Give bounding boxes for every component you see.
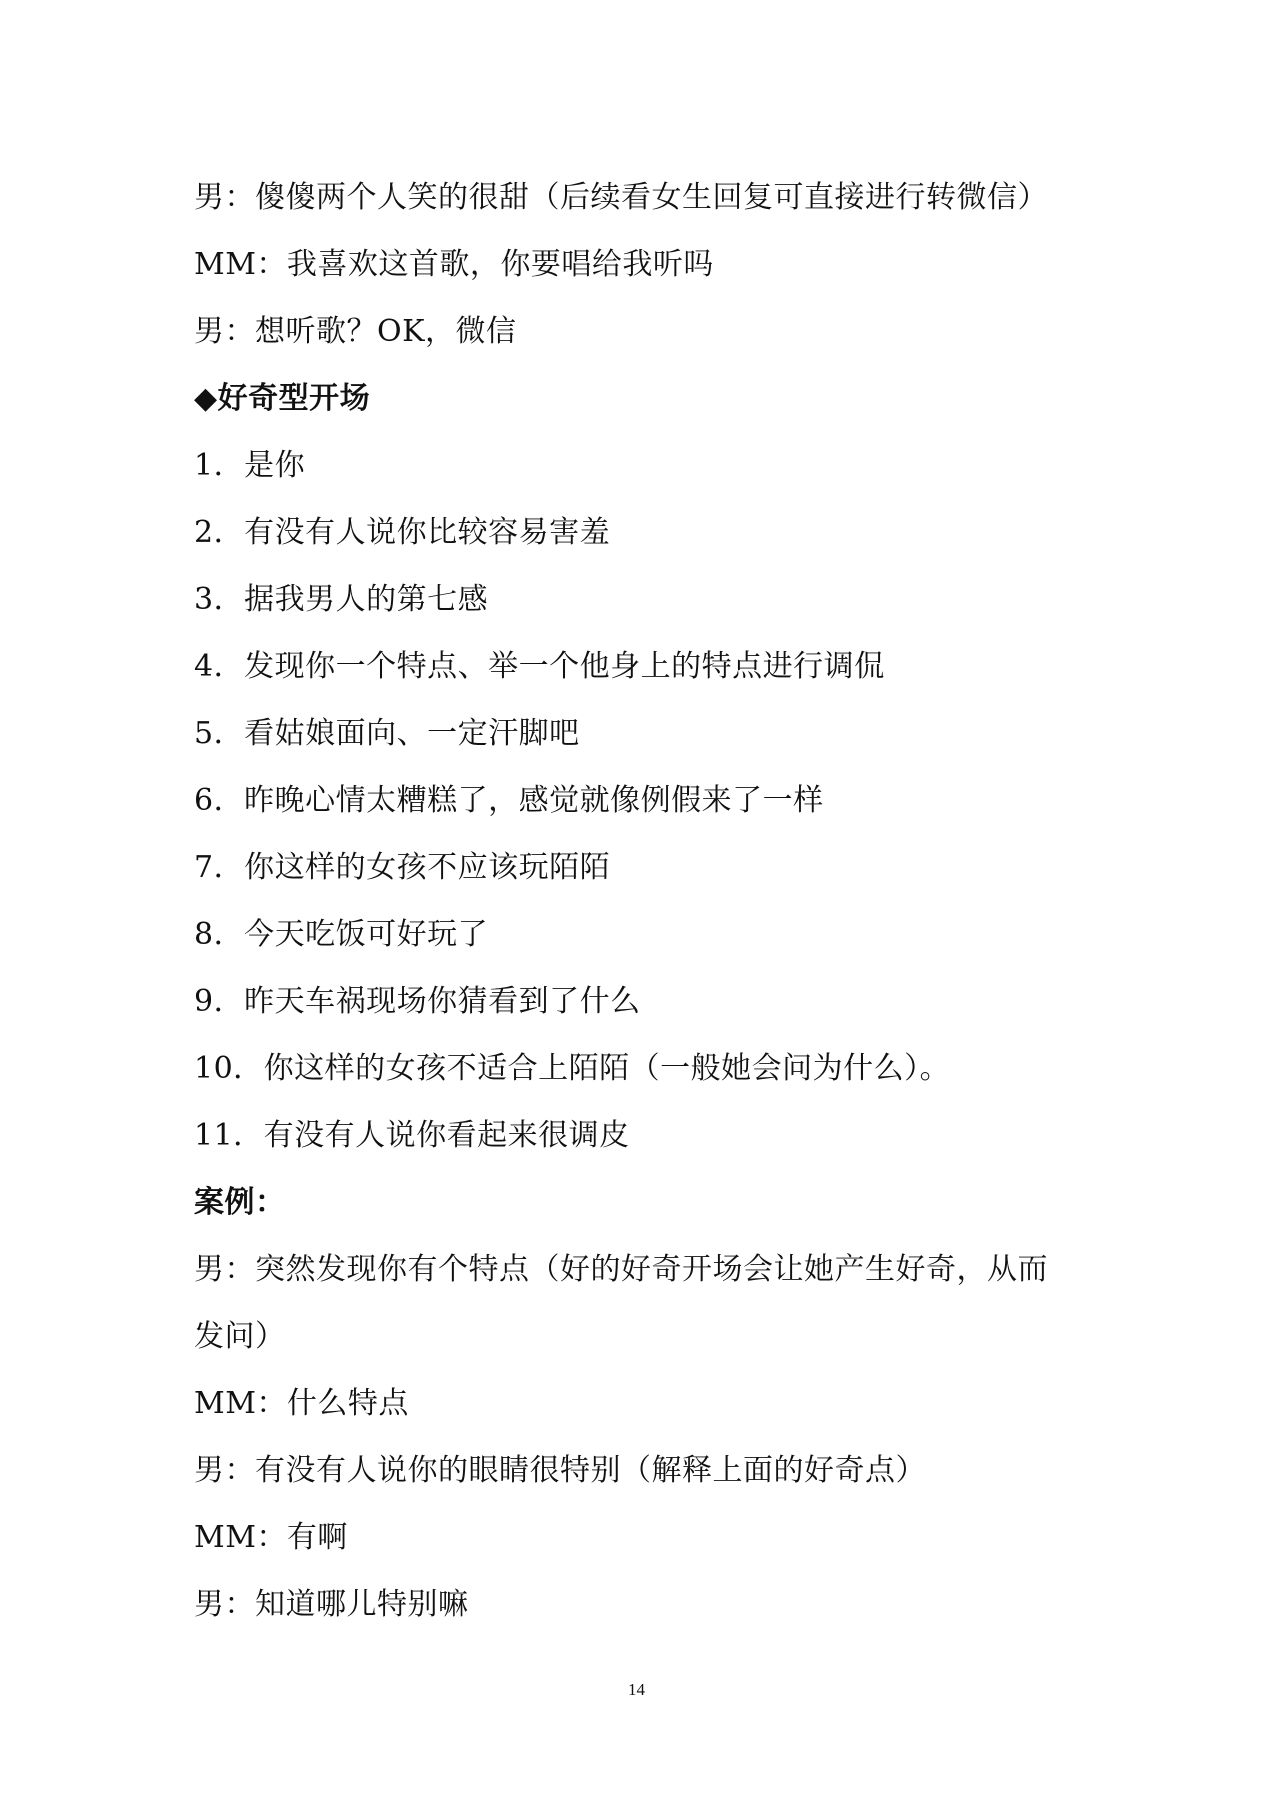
list-item: 1．是你: [194, 448, 306, 483]
dialogue-line: 男：突然发现你有个特点（好的好奇开场会让她产生好奇，从而: [194, 1252, 1048, 1287]
page-number: 14: [628, 1680, 645, 1699]
dialogue-line: 男：知道哪儿特别嘛: [194, 1587, 469, 1622]
list-item: 3．据我男人的第七感: [194, 582, 489, 617]
list-item: 8．今天吃饭可好玩了: [194, 917, 489, 952]
dialogue-line: 男：傻傻两个人笑的很甜（后续看女生回复可直接进行转微信）: [194, 180, 1048, 215]
dialogue-line: 男：想听歌？OK，微信: [194, 314, 517, 349]
list-item: 11．有没有人说你看起来很调皮: [194, 1118, 630, 1153]
list-item: 9．昨天车祸现场你猜看到了什么: [194, 984, 641, 1019]
list-item: 7．你这样的女孩不应该玩陌陌: [194, 850, 611, 885]
list-item: 4．发现你一个特点、举一个他身上的特点进行调侃: [194, 649, 885, 684]
case-heading: 案例：: [194, 1185, 286, 1220]
list-item: 5．看姑娘面向、一定汗脚吧: [194, 716, 580, 751]
dialogue-line-continued: 发问）: [194, 1319, 286, 1354]
dialogue-line: MM：什么特点: [194, 1386, 409, 1421]
list-item: 2．有没有人说你比较容易害羞: [194, 515, 611, 550]
dialogue-line: 男：有没有人说你的眼睛很特别（解释上面的好奇点）: [194, 1453, 926, 1488]
dialogue-line: MM：我喜欢这首歌，你要唱给我听吗: [194, 247, 714, 282]
document-body: [194, 164, 1114, 1638]
dialogue-line: MM：有啊: [194, 1520, 348, 1555]
list-item: 6．昨晚心情太糟糕了，感觉就像例假来了一样: [194, 783, 824, 818]
section-heading: ◆好奇型开场: [194, 381, 371, 416]
list-item: 10．你这样的女孩不适合上陌陌（一般她会问为什么）。: [194, 1051, 951, 1086]
